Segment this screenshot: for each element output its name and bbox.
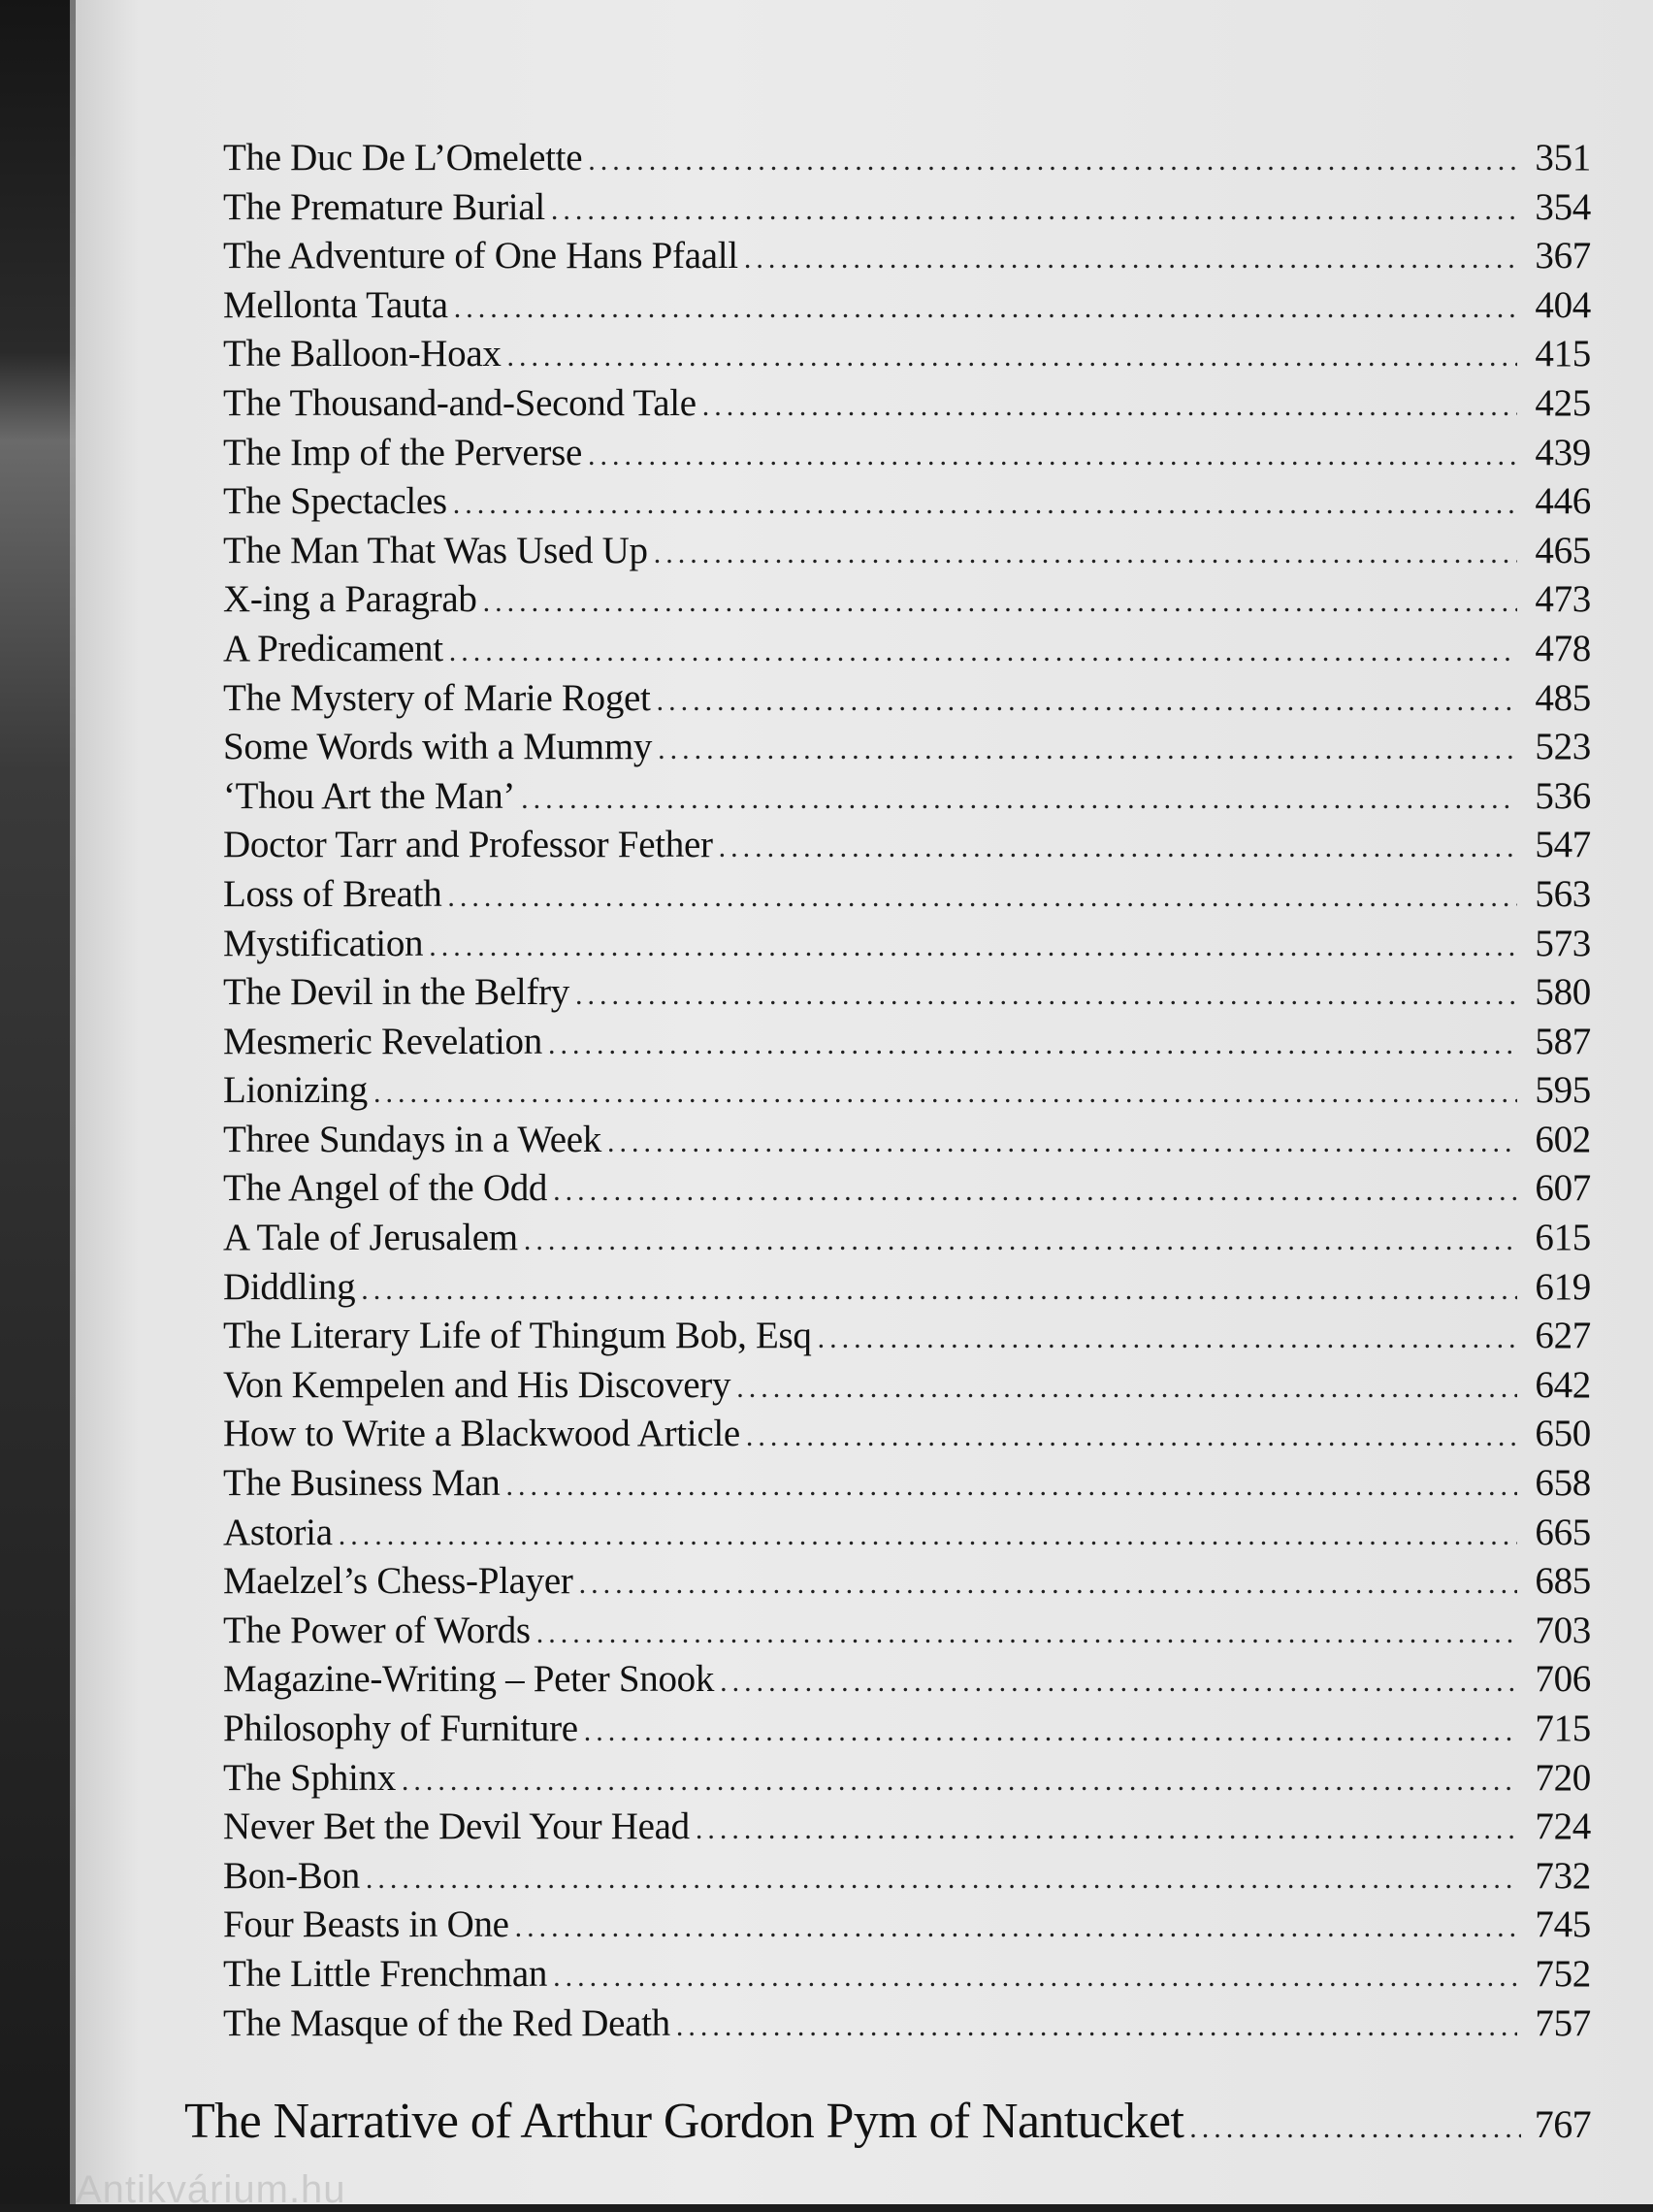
toc-entry-page-number: 627 (1535, 1315, 1591, 1357)
dot-leader (720, 1666, 1517, 1699)
toc-entry (223, 774, 1591, 824)
toc-entry-title: Maelzel’s Chess-Player (223, 1560, 573, 1603)
toc-entry-page-number: 767 (1534, 2102, 1591, 2147)
toc-entry-page-number: 732 (1535, 1854, 1591, 1897)
toc-entry-title: The Literary Life of Thingum Bob, Esq (223, 1315, 812, 1357)
dot-leader (584, 1715, 1517, 1748)
toc-entry (223, 2001, 1591, 2051)
toc-entry-title: The Thousand-and-Second Tale (223, 381, 697, 424)
dot-leader (521, 783, 1517, 816)
dot-leader (744, 243, 1517, 276)
toc-entry-page-number: 665 (1535, 1511, 1591, 1553)
toc-entry-title: Lionizing (223, 1069, 368, 1112)
toc-entry (223, 627, 1591, 676)
dot-leader (702, 390, 1517, 423)
toc-entry-page-number: 619 (1535, 1265, 1591, 1308)
toc-entry-page-number: 706 (1535, 1658, 1591, 1701)
dot-leader (453, 488, 1517, 521)
toc-entry (223, 1020, 1591, 1069)
toc-entry-page-number: 595 (1535, 1069, 1591, 1112)
toc-entry (223, 529, 1591, 578)
toc-entry-title: Mesmeric Revelation (223, 1020, 542, 1062)
toc-entry (223, 1707, 1591, 1756)
toc-entry-page-number: 563 (1535, 872, 1591, 915)
toc-entry (223, 185, 1591, 235)
toc-entry-title: A Tale of Jerusalem (223, 1217, 518, 1259)
toc-entry-title: Never Bet the Devil Your Head (223, 1805, 690, 1848)
toc-entry (223, 1952, 1591, 2001)
toc-entry-page-number: 602 (1535, 1118, 1591, 1160)
toc-entry-page-number: 642 (1535, 1363, 1591, 1406)
dot-leader (361, 1274, 1517, 1307)
toc-entry-page-number: 425 (1535, 381, 1591, 424)
dot-leader (607, 1126, 1517, 1159)
toc-entry-title: Philosophy of Furniture (223, 1708, 578, 1749)
dot-leader (696, 1813, 1517, 1846)
toc-entry-title: Bon-Bon (223, 1854, 360, 1897)
toc-entry-page-number: 465 (1535, 529, 1591, 571)
toc-entry-page-number: 547 (1535, 824, 1591, 866)
toc-entry-title: Three Sundays in a Week (223, 1118, 601, 1160)
toc-entry-title: The Devil in the Belfry (223, 971, 569, 1014)
toc-entry (223, 1559, 1591, 1609)
dot-leader (575, 979, 1517, 1012)
dot-leader (553, 1175, 1517, 1208)
toc-entry (223, 1068, 1591, 1118)
dot-leader (536, 1617, 1517, 1650)
toc-entry-title: The Spectacles (223, 480, 447, 523)
toc-entry-title: The Sphinx (223, 1756, 396, 1799)
toc-entry-page-number: 587 (1535, 1020, 1591, 1062)
toc-entry-page-number: 485 (1535, 676, 1591, 719)
toc-entry-title: Four Beasts in One (223, 1903, 509, 1946)
toc-entry (223, 1657, 1591, 1707)
toc-entry (223, 676, 1591, 726)
toc-entry-page-number: 354 (1535, 185, 1591, 228)
toc-entry-page-number: 720 (1535, 1756, 1591, 1799)
toc-entry (223, 332, 1591, 381)
toc-entry (223, 1854, 1591, 1903)
toc-entry (223, 1118, 1591, 1167)
toc-entry (223, 1363, 1591, 1413)
toc-entry-page-number: 446 (1535, 480, 1591, 523)
dot-leader (676, 2010, 1517, 2043)
toc-entry-title: Mellonta Tauta (223, 283, 448, 326)
toc-entry-page-number: 752 (1535, 1952, 1591, 1995)
toc-entry-title: The Man That Was Used Up (223, 529, 648, 571)
toc-entry-title: Some Words with a Mummy (223, 726, 653, 768)
toc-entry (223, 1805, 1591, 1854)
toc-entry-page-number: 658 (1535, 1462, 1591, 1505)
dot-leader (553, 1961, 1517, 1994)
toc-entry-page-number: 478 (1535, 627, 1591, 669)
toc-entry-title: The Business Man (223, 1462, 501, 1505)
toc-entry-title: The Narrative of Arthur Gordon Pym of Nantucket (184, 2094, 1184, 2150)
toc-entry (223, 1903, 1591, 1952)
toc-entry-title: ‘Thou Art the Man’ (223, 774, 516, 817)
toc-entry-page-number: 473 (1535, 578, 1591, 621)
toc-entry-page-number: 573 (1535, 922, 1591, 964)
book-edge (0, 0, 76, 2204)
toc-entry (223, 431, 1591, 480)
toc-entry (223, 136, 1591, 185)
dot-leader (551, 194, 1517, 227)
dot-leader (579, 1568, 1517, 1601)
toc-entry-title: Loss of Breath (223, 872, 442, 915)
toc-entry (223, 479, 1591, 529)
dot-leader (506, 1470, 1517, 1503)
toc-entry-title: The Power of Words (223, 1609, 531, 1651)
toc-entry-page-number: 580 (1535, 971, 1591, 1014)
toc-entry (223, 725, 1591, 774)
toc-entry (223, 1265, 1591, 1315)
toc-entry (223, 1756, 1591, 1805)
toc-entry-page-number: 685 (1535, 1560, 1591, 1603)
toc-entry (223, 1166, 1591, 1216)
toc-entry-page-number: 715 (1535, 1708, 1591, 1749)
toc-entry-title: The Adventure of One Hans Pfaall (223, 235, 738, 277)
dot-leader (449, 635, 1517, 668)
toc-entry-page-number: 703 (1535, 1609, 1591, 1651)
toc-entry-title: Astoria (223, 1511, 333, 1553)
toc-entry-title: The Little Frenchman (223, 1952, 548, 1995)
dot-leader (719, 831, 1517, 864)
toc-entry-title: A Predicament (223, 627, 443, 669)
toc-entry-title: The Duc De L’Omelette (223, 137, 583, 179)
dot-leader (658, 733, 1517, 766)
toc-entry (223, 823, 1591, 872)
toc-entry-page-number: 757 (1535, 2001, 1591, 2044)
watermark: Antikvárium.hu (76, 2168, 346, 2211)
toc-entry-title: How to Write a Blackwood Article (223, 1413, 740, 1455)
toc-entry-page-number: 439 (1535, 431, 1591, 473)
dot-leader (483, 586, 1517, 619)
toc-entry (223, 1216, 1591, 1265)
toc-entry (223, 970, 1591, 1020)
toc-entry-page-number: 615 (1535, 1217, 1591, 1259)
toc-entry-title: The Imp of the Perverse (223, 431, 582, 473)
toc-entry-page-number: 745 (1535, 1903, 1591, 1946)
toc-entry (223, 381, 1591, 431)
toc-entry-page-number: 523 (1535, 726, 1591, 768)
dot-leader (548, 1028, 1517, 1061)
dot-leader (339, 1519, 1517, 1552)
toc-entry-title: Von Kempelen and His Discovery (223, 1363, 731, 1406)
toc-entry (223, 1412, 1591, 1461)
dot-leader (447, 881, 1517, 914)
dot-leader (1189, 2112, 1521, 2145)
toc-entry (223, 922, 1591, 971)
toc-entry (223, 577, 1591, 627)
toc-entry-title: Mystification (223, 922, 424, 964)
toc-entry-page-number: 351 (1535, 137, 1591, 179)
toc-entry-title: The Angel of the Odd (223, 1167, 548, 1210)
toc-entry-page-number: 415 (1535, 333, 1591, 375)
toc-entry (223, 283, 1591, 333)
table-of-contents (184, 136, 1591, 2161)
dot-leader (366, 1863, 1517, 1896)
dot-leader (818, 1322, 1517, 1355)
toc-entry-page-number: 404 (1535, 283, 1591, 326)
toc-entry-title: The Premature Burial (223, 185, 545, 228)
dot-leader (507, 341, 1517, 374)
toc-entry (223, 234, 1591, 283)
toc-entry (223, 872, 1591, 922)
toc-entry-page-number: 367 (1535, 235, 1591, 277)
dot-leader (454, 292, 1517, 325)
dot-leader (654, 537, 1517, 570)
toc-entry-title: The Masque of the Red Death (223, 2001, 670, 2044)
toc-entry-title: Diddling (223, 1265, 356, 1308)
toc-final-entry (184, 2093, 1591, 2161)
dot-leader (588, 145, 1517, 178)
dot-leader (402, 1765, 1517, 1798)
toc-entry-page-number: 536 (1535, 774, 1591, 817)
toc-entry-title: X-ing a Paragrab (223, 578, 477, 621)
dot-leader (515, 1911, 1517, 1944)
toc-entry-page-number: 607 (1535, 1167, 1591, 1210)
dot-leader (657, 685, 1517, 718)
toc-entry-page-number: 724 (1535, 1805, 1591, 1848)
toc-entry-title: Doctor Tarr and Professor Fether (223, 824, 713, 866)
toc-entry (223, 1461, 1591, 1511)
dot-leader (429, 930, 1517, 963)
toc-entry-title: Magazine-Writing – Peter Snook (223, 1658, 715, 1701)
dot-leader (588, 439, 1517, 472)
toc-entry (223, 1314, 1591, 1363)
toc-entry-title: The Balloon-Hoax (223, 333, 502, 375)
dot-leader (524, 1224, 1517, 1257)
toc-entry (223, 1511, 1591, 1560)
dot-leader (746, 1420, 1517, 1453)
toc-entry-title: The Mystery of Marie Roget (223, 676, 651, 719)
dot-leader (373, 1077, 1517, 1110)
dot-leader (736, 1372, 1517, 1405)
book-page (76, 0, 1653, 2211)
toc-entry (223, 1609, 1591, 1658)
toc-entry-page-number: 650 (1535, 1413, 1591, 1455)
